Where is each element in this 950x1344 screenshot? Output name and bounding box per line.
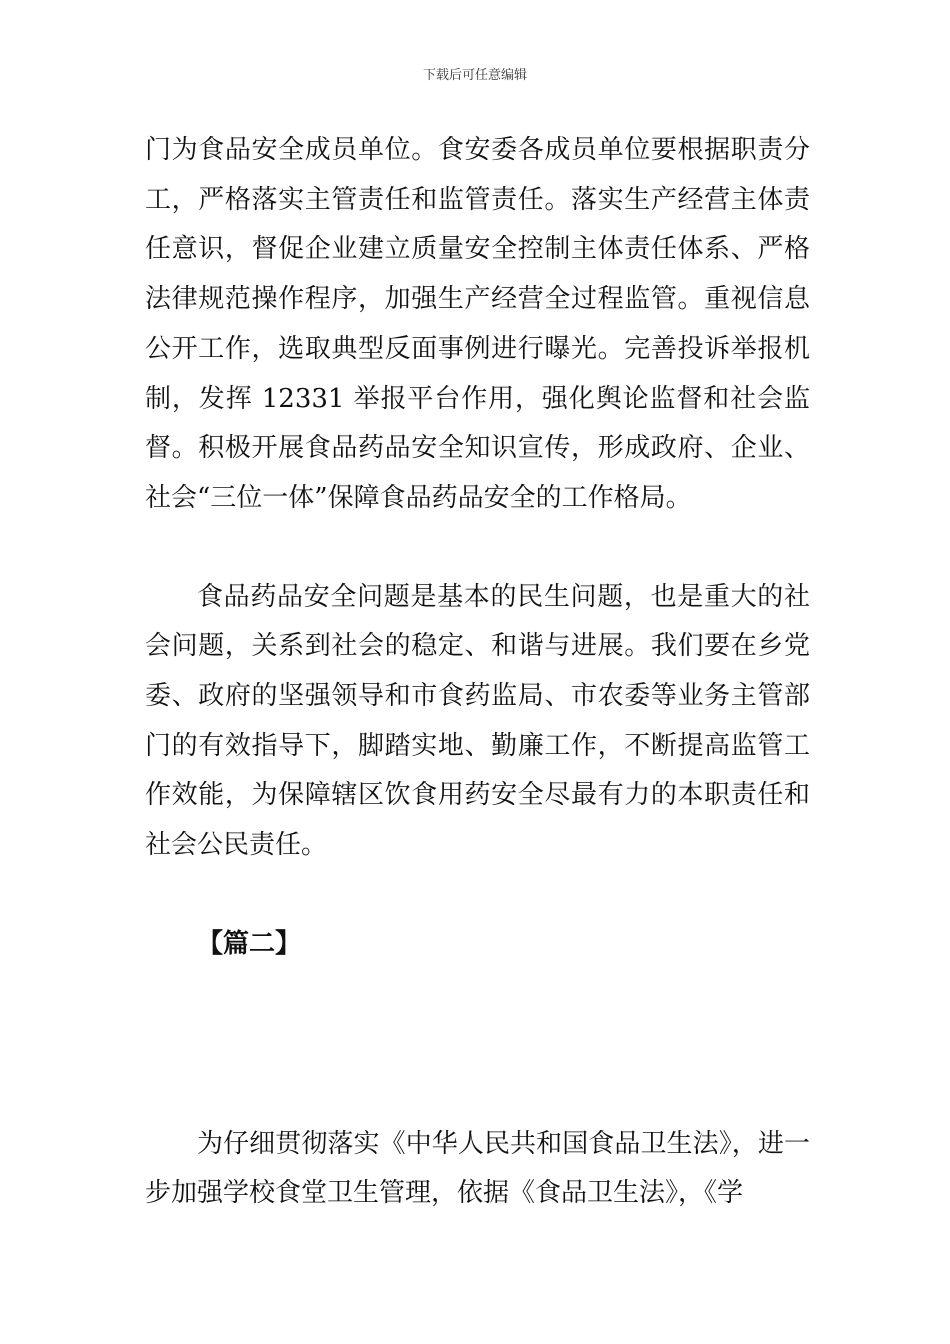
page-header: 下载后可任意编辑 bbox=[422, 68, 527, 83]
document-body bbox=[145, 126, 810, 1219]
paragraph-gap bbox=[145, 524, 810, 573]
paragraph-livelihood-issue: 食品药品安全问题是基本的民生问题，也是重大的社会问题，关系到社会的稳定、和谐与进展。我们要在乡党委、政府的坚强领导和市食药监局、市农委等业务主管部门的有效指导下，脚踏实地、勤廉工作，不断提高监管工作效能，为保障辖区饮食用药安全尽最有力的本职责任和社会公民责任。 bbox=[145, 581, 810, 861]
paragraph-food-hygiene-law: 为仔细贯彻落实《中华人民共和国食品卫生法》，进一步加强学校食堂卫生管理，依据《食品卫生法》，《学 bbox=[145, 1128, 810, 1209]
section-title: 【篇二】 bbox=[197, 928, 302, 959]
paragraph-gap bbox=[145, 871, 810, 920]
paragraph-gap bbox=[145, 970, 810, 1120]
paragraph-food-safety-responsibility: 门为食品安全成员单位。食安委各成员单位要根据职责分工，严格落实主管责任和监管责任。落实生产经营主体责任意识，督促企业建立质量安全控制主体责任体系、严格法律规范操作程序，加强生产经营全过程监管。重视信息公开工作，选取典型反面事例进行曝光。完善投诉举报机制，发挥 12331 举报平台作用，强化舆论监督和社会监督。积极开展食品药品安全知识宣传，形成政府、企业、社会“三位一体”保障食品药品安全的工作格局。 bbox=[145, 135, 810, 513]
